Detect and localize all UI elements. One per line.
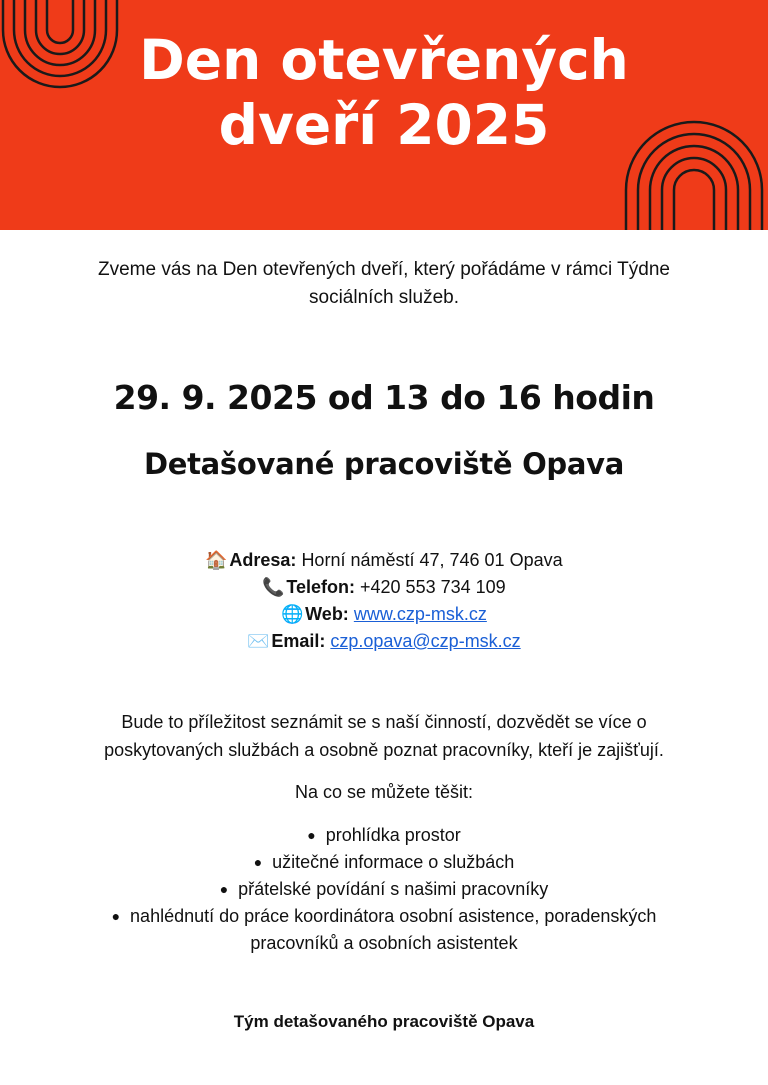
description-paragraph [0, 708, 768, 764]
list-item: ● přátelské povídání s našimi pracovníky [0, 876, 768, 903]
address-value: Horní náměstí 47, 746 01 Opava [301, 550, 563, 570]
web-label: Web: [305, 604, 349, 624]
list-item: ● prohlídka prostor [0, 822, 768, 849]
phone-value: +420 553 734 109 [360, 577, 506, 597]
bullet-icon: ● [219, 881, 229, 897]
paragraph-line-1: Bude to příležitost seznámit se s naší činností, dozvědět se více o [121, 712, 647, 732]
paragraph-line-2: poskytovaných službách a osobně poznat pracovníky, kteří je zajišťují. [104, 740, 664, 760]
contact-address [0, 547, 768, 574]
contact-web [0, 601, 768, 628]
bullet-icon: ● [111, 908, 121, 924]
bullet-icon: ● [307, 827, 316, 843]
email-label: Email: [271, 631, 326, 651]
title-line-2: dveří 2025 [218, 93, 550, 157]
feature-list [0, 822, 768, 957]
email-link[interactable]: czp.opava@czp-msk.cz [330, 631, 521, 651]
phone-label: Telefon: [286, 577, 355, 597]
list-item: ● nahlédnutí do práce koordinátora osobní asistence, poradenských [0, 903, 768, 930]
intro-line-1: Zveme vás na Den otevřených dveří, který pořádáme v rámci Týdne [97, 259, 670, 280]
intro-line-2: sociálních služeb. [309, 287, 459, 308]
event-place: Detašované pracoviště Opava [143, 447, 625, 481]
contact-phone [0, 574, 768, 601]
list-item-continuation: pracovníků a osobních asistentek [250, 933, 518, 953]
event-date: 29. 9. 2025 od 13 do 16 hodin [113, 378, 655, 417]
title-line-1: Den otevřených [139, 28, 629, 92]
list-lead: Na co se můžete těšit: [294, 782, 474, 802]
intro-text [0, 256, 768, 312]
header-banner [0, 0, 768, 230]
house-icon: 🏠 [205, 550, 228, 570]
signature: Tým detašovaného pracoviště Opava [233, 1012, 535, 1031]
globe-icon: 🌐 [281, 604, 304, 624]
phone-icon: 📞 [262, 577, 285, 597]
address-label: Adresa: [229, 550, 297, 570]
contact-email [0, 628, 768, 655]
contact-block [0, 547, 768, 655]
envelope-icon: ✉️ [247, 631, 270, 651]
bullet-icon: ● [253, 854, 263, 870]
page-title [0, 28, 768, 158]
web-link[interactable]: www.czp-msk.cz [353, 604, 487, 624]
list-item: ● užitečné informace o službách [0, 849, 768, 876]
